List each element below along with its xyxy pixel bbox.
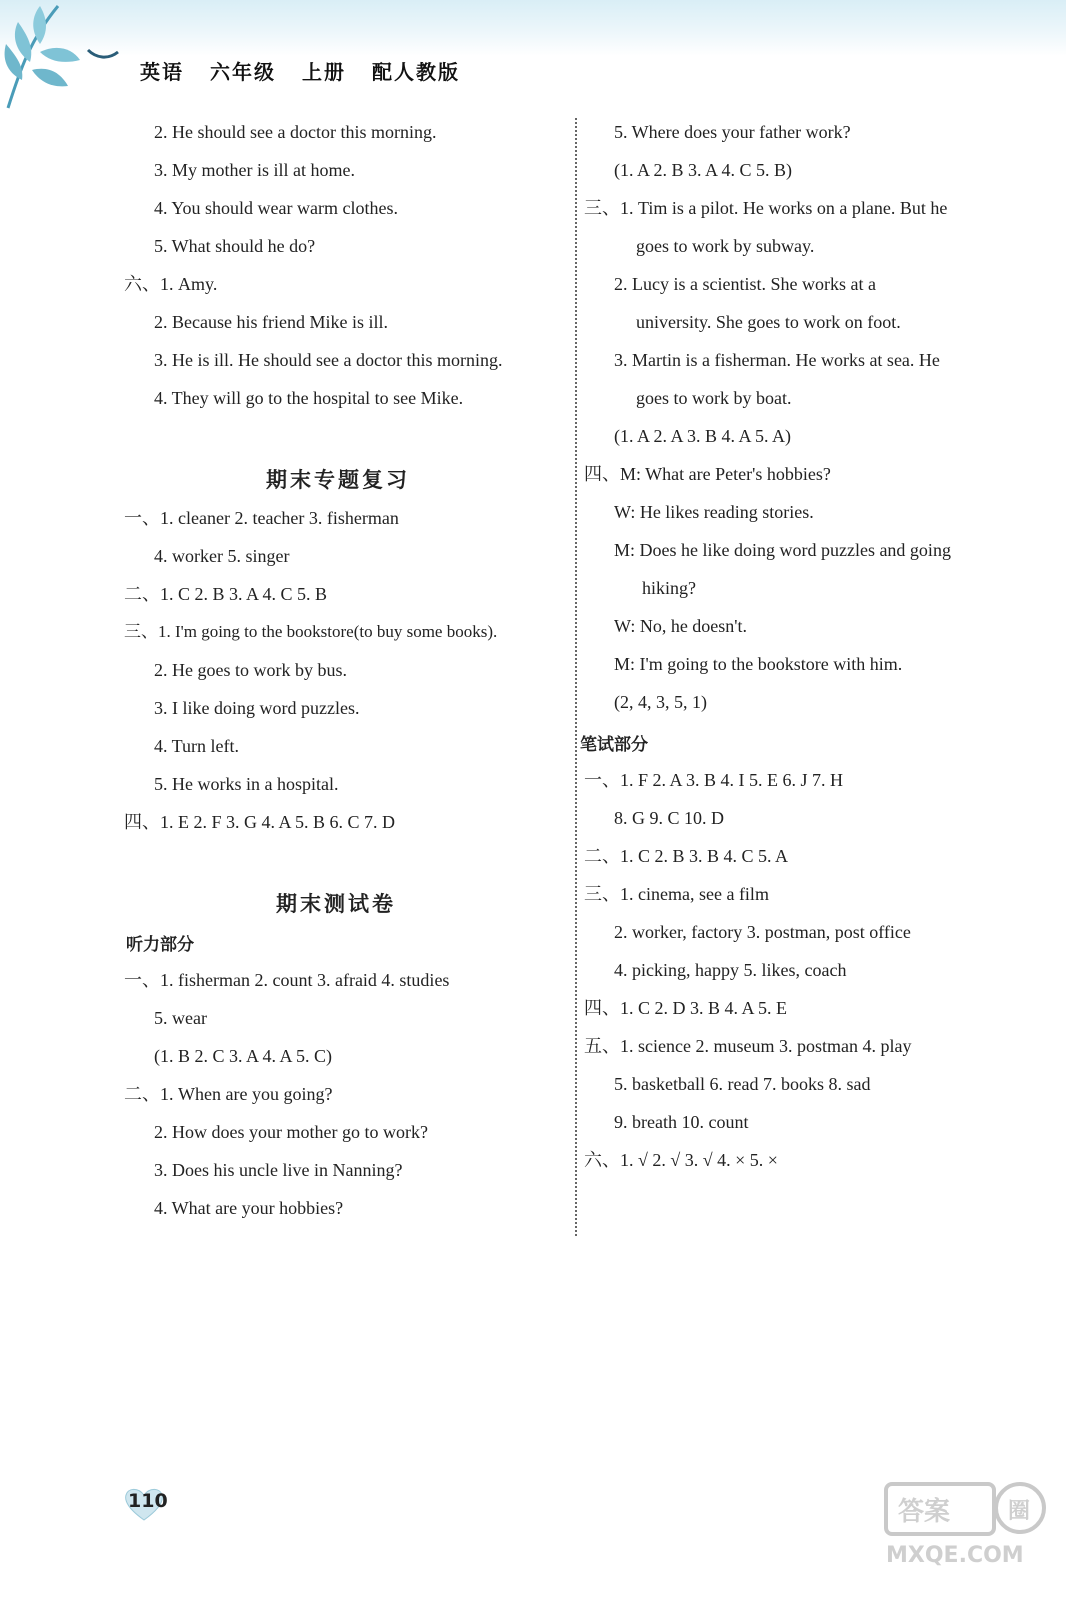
- answer-line: 四、M: What are Peter's hobbies?: [584, 464, 831, 484]
- palm-leaf-icon: [0, 0, 130, 112]
- answer-line: 3. I like doing word puzzles.: [154, 698, 360, 718]
- answer-line: 4. You should wear warm clothes.: [154, 198, 398, 218]
- subject-label: 英语: [140, 60, 184, 84]
- column-divider: [575, 118, 577, 1236]
- answer-line: 六、1. Amy.: [124, 274, 218, 294]
- svg-text:答案: 答案: [898, 1497, 951, 1527]
- answer-line: W: No, he doesn't.: [614, 616, 748, 636]
- grade-label: 六年级: [210, 60, 276, 84]
- answer-line: 三、1. cinema, see a film: [584, 884, 769, 904]
- answer-line: 一、1. cleaner 2. teacher 3. fisherman: [124, 508, 399, 528]
- answer-line: 4. worker 5. singer: [154, 546, 290, 566]
- answer-line: 4. What are your hobbies?: [154, 1198, 344, 1218]
- watermark-text: MXQE.COM: [886, 1543, 1024, 1568]
- answer-line: 2. He goes to work by bus.: [154, 660, 347, 680]
- header-band: [0, 0, 1066, 56]
- answer-line: 六、1. √ 2. √ 3. √ 4. × 5. ×: [584, 1150, 778, 1170]
- answer-line: 3. Martin is a fisherman. He works at sea. He: [614, 350, 940, 370]
- answer-line: 5. He works in a hospital.: [154, 774, 339, 794]
- answer-line: 2. Because his friend Mike is ill.: [154, 312, 388, 332]
- answer-line: 四、1. C 2. D 3. B 4. A 5. E: [584, 998, 788, 1018]
- answer-line: 5. wear: [154, 1008, 207, 1028]
- answer-line: 2. worker, factory 3. postman, post office: [614, 922, 911, 942]
- section-title: 期末测试卷: [276, 892, 396, 916]
- answer-line: (2, 4, 3, 5, 1): [614, 692, 707, 712]
- answer-line: 9. breath 10. count: [614, 1112, 749, 1132]
- answer-line: M: I'm going to the bookstore with him.: [614, 654, 903, 674]
- answer-line: 8. G 9. C 10. D: [614, 808, 725, 828]
- answer-line: 2. How does your mother go to work?: [154, 1122, 428, 1142]
- answer-line: university. She goes to work on foot.: [636, 312, 901, 332]
- answer-line: 5. basketball 6. read 7. books 8. sad: [614, 1074, 871, 1094]
- answer-line: 三、1. I'm going to the bookstore(to buy some books).: [124, 622, 498, 641]
- answer-line: 2. He should see a doctor this morning.: [154, 122, 437, 142]
- section-title: 期末专题复习: [266, 468, 410, 492]
- answer-line: 二、1. C 2. B 3. B 4. C 5. A: [584, 846, 789, 866]
- answer-line: (1. B 2. C 3. A 4. A 5. C): [154, 1046, 333, 1066]
- answer-line: 3. He is ill. He should see a doctor this morning.: [154, 350, 503, 370]
- svg-text:圈: 圈: [1008, 1499, 1031, 1524]
- part-title: 听力部分: [126, 935, 194, 955]
- answer-line: (1. A 2. B 3. A 4. C 5. B): [614, 160, 793, 180]
- answer-line: 5. What should he do?: [154, 236, 316, 256]
- answer-line: (1. A 2. A 3. B 4. A 5. A): [614, 426, 792, 446]
- answer-line: goes to work by subway.: [636, 236, 815, 256]
- answer-line: goes to work by boat.: [636, 388, 792, 408]
- page-number-text: 110: [128, 1490, 168, 1512]
- answer-line: M: Does he like doing word puzzles and going: [614, 540, 951, 560]
- answer-line: 4. picking, happy 5. likes, coach: [614, 960, 847, 980]
- answer-line: W: He likes reading stories.: [614, 502, 814, 522]
- edition-label: 配人教版: [372, 60, 460, 84]
- answer-line: 3. Does his uncle live in Nanning?: [154, 1160, 403, 1180]
- answer-line: 三、1. Tim is a pilot. He works on a plane. But he: [584, 198, 948, 218]
- answer-line: 一、1. F 2. A 3. B 4. I 5. E 6. J 7. H: [584, 770, 844, 790]
- answer-line: 二、1. C 2. B 3. A 4. C 5. B: [124, 584, 328, 604]
- answer-line: 4. Turn left.: [154, 736, 240, 756]
- answer-line: 一、1. fisherman 2. count 3. afraid 4. studies: [124, 970, 450, 990]
- answer-line: 2. Lucy is a scientist. She works at a: [614, 274, 876, 294]
- answer-line: 4. They will go to the hospital to see Mike.: [154, 388, 464, 408]
- answer-line: 5. Where does your father work?: [614, 122, 851, 142]
- watermark-logo: [880, 1478, 1050, 1570]
- volume-label: 上册: [302, 60, 346, 84]
- answer-line: 四、1. E 2. F 3. G 4. A 5. B 6. C 7. D: [124, 812, 396, 832]
- answer-line: 五、1. science 2. museum 3. postman 4. play: [584, 1036, 912, 1056]
- answer-line: hiking?: [642, 578, 696, 598]
- book-title: [140, 56, 486, 85]
- answer-line: 3. My mother is ill at home.: [154, 160, 355, 180]
- page-number: [122, 1486, 166, 1522]
- part-title: 笔试部分: [580, 735, 648, 755]
- answer-line: 二、1. When are you going?: [124, 1084, 333, 1104]
